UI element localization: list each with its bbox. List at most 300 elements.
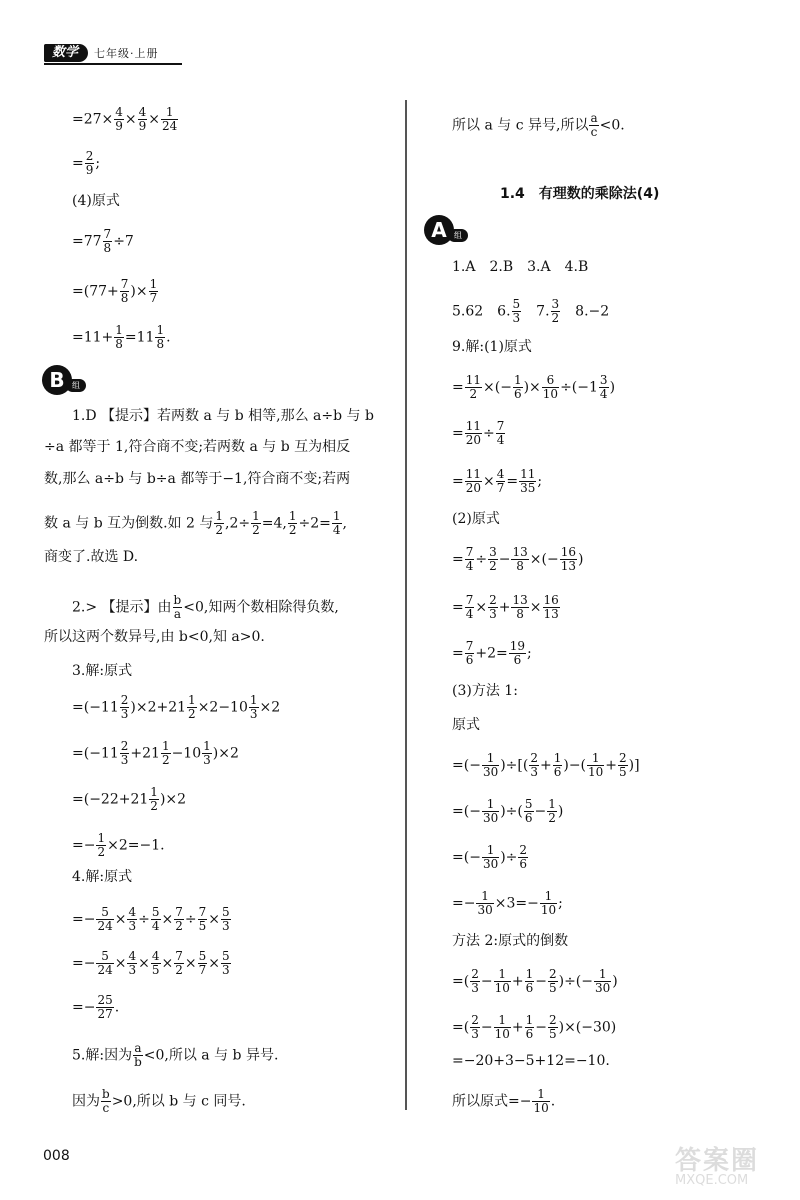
math-text: 1 (150, 785, 158, 799)
math-line (72, 950, 232, 977)
fraction (511, 594, 528, 621)
math-text: 5 (221, 949, 230, 963)
math-text: 6 (465, 653, 474, 667)
math-text: 30 (482, 811, 499, 825)
fraction (221, 906, 231, 933)
fraction (332, 510, 342, 537)
math-line (452, 546, 583, 573)
header-rule (44, 63, 182, 65)
math-text: + (539, 757, 552, 774)
math-text: 13 (543, 607, 559, 621)
math-text: 19 (509, 639, 526, 653)
math-text: 3 (512, 311, 521, 325)
text-line: 4.解:原式 (72, 869, 133, 885)
math-text: 1 (594, 968, 611, 982)
math-text: × (148, 111, 161, 128)
math-text: 2 (471, 1013, 479, 1027)
math-text: × (475, 599, 488, 616)
math-text: 2 (619, 751, 627, 765)
math-text: + (605, 757, 618, 774)
math-text: ÷7 (113, 233, 134, 250)
math-text: 13 (512, 545, 528, 559)
math-text: =− (452, 895, 476, 912)
math-text: 7 (198, 963, 207, 977)
math-text: 2 (530, 751, 538, 765)
math-text: − (498, 551, 511, 568)
math-text: )] (628, 757, 640, 774)
math-text: 所以原式=− (452, 1093, 532, 1110)
math-text: 20 (465, 481, 482, 495)
math-text: 4 (496, 467, 505, 481)
fraction (120, 694, 130, 721)
math-text: , (342, 515, 347, 532)
math-text: 7 (120, 277, 129, 291)
math-text: 4 (332, 523, 341, 537)
grade-label: 七年级·上册 (94, 47, 159, 60)
group-a-badge (424, 215, 468, 247)
fraction (120, 278, 130, 305)
fraction (542, 374, 559, 401)
math-text: a (173, 607, 181, 621)
math-text: 1 (476, 890, 493, 904)
math-text: 8 (156, 337, 165, 351)
math-line (452, 468, 542, 495)
fraction (120, 740, 130, 767)
math-line (72, 594, 339, 621)
fraction (589, 112, 598, 139)
math-text: 1 (482, 844, 499, 858)
fraction (198, 906, 208, 933)
text-line: 数,那么 a÷b 与 b÷a 都等于−1,符合商不变;若两 (44, 471, 351, 487)
text-line: 1.A 2.B 3.A 4.B (452, 259, 589, 275)
math-text: 2 (469, 387, 478, 401)
math-text: = (452, 599, 464, 616)
fraction (151, 950, 161, 977)
math-text: 10 (542, 387, 559, 401)
math-text: ×2 (259, 699, 281, 716)
math-text: 2 (288, 523, 297, 537)
math-text: 2 (548, 967, 557, 981)
math-text: × (184, 955, 197, 972)
math-text: =( (452, 973, 470, 990)
math-text: 3 (128, 919, 137, 933)
fraction (127, 906, 137, 933)
math-line (72, 150, 100, 177)
fraction (599, 374, 609, 401)
page-number: 008 (43, 1148, 70, 1164)
math-text: 2 (188, 707, 196, 721)
fraction (133, 1042, 143, 1069)
math-text: 6 (519, 857, 528, 871)
fraction (587, 752, 604, 779)
fraction (524, 798, 534, 825)
math-text: 7 (496, 481, 505, 495)
text-line: 3.解:原式 (72, 663, 133, 679)
math-text: 2 (489, 593, 497, 607)
text-line: 9.解:(1)原式 (452, 339, 532, 355)
math-text: 16 (560, 545, 576, 559)
math-text: 2 (120, 739, 129, 753)
fraction (529, 752, 539, 779)
math-text: b (173, 593, 182, 607)
fraction (251, 510, 261, 537)
fraction (540, 890, 557, 917)
math-text: )÷( (500, 803, 523, 820)
fraction (496, 420, 506, 447)
math-text: 6 (553, 765, 562, 779)
math-text: 5.解:因为 (72, 1047, 133, 1064)
fraction (470, 1014, 480, 1041)
math-text: 3 (249, 707, 258, 721)
math-text: 2 (97, 845, 106, 859)
fraction (511, 546, 528, 573)
math-text: 3 (120, 753, 129, 767)
math-text: ; (558, 895, 563, 912)
math-text: ; (95, 155, 101, 172)
math-text: =77 (72, 233, 102, 250)
math-text: ÷ (184, 911, 197, 928)
fraction (249, 694, 259, 721)
math-text: 5 (619, 765, 627, 779)
math-text: 3 (599, 373, 608, 387)
fraction (138, 106, 148, 133)
math-line (72, 740, 239, 767)
badge-letter: B (42, 365, 72, 395)
fraction (519, 468, 536, 495)
math-text: 1 (215, 509, 224, 523)
math-text: 24 (97, 919, 113, 933)
math-text: × (114, 955, 127, 972)
math-text: 8 (103, 241, 112, 255)
fraction (509, 640, 526, 667)
math-text: + (498, 599, 511, 616)
math-line (44, 510, 347, 537)
math-text: 5 (512, 297, 521, 311)
math-text: <0. (599, 117, 625, 134)
math-text: 3 (221, 963, 230, 977)
math-text: 2 (252, 523, 260, 537)
math-text: 7 (198, 905, 207, 919)
math-text: 5.62 6. (452, 303, 511, 320)
math-text: 1 (149, 277, 158, 291)
math-text: 4 (465, 607, 474, 621)
math-text: 3 (120, 707, 129, 721)
math-text: 10 (540, 903, 557, 917)
math-text: 5 (548, 1027, 557, 1041)
math-text: =4, (261, 515, 287, 532)
fraction (465, 546, 475, 573)
math-text: 3 (471, 981, 479, 995)
math-text: =− (72, 999, 96, 1016)
section-title: 1.4 有理数的乘除法(4) (500, 186, 660, 202)
math-text: 2 (85, 149, 94, 163)
fraction (161, 106, 178, 133)
math-text: 11 (465, 419, 482, 433)
math-text: c (102, 1101, 110, 1115)
math-text: 7 (465, 639, 474, 653)
math-line (452, 968, 618, 995)
math-line (452, 798, 563, 825)
math-text: 5 (96, 906, 113, 920)
math-text: 9 (138, 119, 147, 133)
math-text: 6 (525, 981, 534, 995)
text-line: =−20+3−5+12=−10. (452, 1053, 610, 1069)
math-text: 1 (188, 693, 196, 707)
math-text: ×(− (483, 379, 512, 396)
math-text: 5 (548, 981, 557, 995)
math-line (72, 832, 165, 859)
math-text: 24 (162, 119, 178, 133)
math-text: 5 (221, 905, 230, 919)
math-text: 8 (120, 291, 129, 305)
math-text: 6 (542, 374, 559, 388)
math-text: = (452, 473, 464, 490)
math-text: 9 (85, 163, 94, 177)
math-text: <0,知两个数相除得负数, (183, 599, 339, 616)
math-text: 3 (530, 765, 538, 779)
group-b-badge (42, 365, 86, 397)
subject-label: 数学 (44, 44, 88, 62)
math-text: ×3=− (494, 895, 539, 912)
math-text: (77+ (83, 283, 119, 300)
math-text: . (166, 329, 171, 346)
math-text: − (480, 1019, 493, 1036)
math-line (72, 906, 232, 933)
math-text: × (208, 911, 220, 928)
math-line (452, 890, 563, 917)
math-text: 7 (175, 905, 183, 919)
math-text: a (590, 111, 598, 125)
math-line (452, 1014, 616, 1041)
badge-group-label: 组 (66, 379, 86, 392)
math-text: 3 (489, 545, 497, 559)
fraction (149, 278, 159, 305)
math-text: 1 (525, 967, 534, 981)
math-text: ×(− (529, 551, 559, 568)
math-text: 2 (215, 523, 224, 537)
math-text: 10 (588, 765, 604, 779)
math-text: = (452, 425, 464, 442)
math-text: 6 (513, 387, 522, 401)
math-text: <0,所以 a 与 b 异号. (143, 1047, 279, 1064)
math-text: =( (452, 1019, 470, 1036)
math-text: 3 (551, 297, 560, 311)
math-text: 16 (543, 593, 559, 607)
math-text: 4 (128, 905, 137, 919)
fraction (101, 1088, 111, 1115)
page-header (44, 44, 159, 62)
math-text: 1 (532, 1088, 549, 1102)
math-line (72, 228, 134, 255)
math-text: b (102, 1087, 110, 1101)
math-text: − (480, 973, 493, 990)
math-text: 1 (156, 323, 165, 337)
fraction (465, 640, 475, 667)
math-text: − (535, 973, 547, 990)
text-line: 所以这两个数异号,由 b<0,知 a>0. (44, 629, 265, 645)
text-line: (3)方法 1: (452, 683, 518, 699)
math-text: 7 (175, 949, 183, 963)
math-text: 30 (482, 765, 499, 779)
math-text: 5 (198, 949, 207, 963)
math-line (72, 694, 280, 721)
math-text: = (506, 473, 519, 490)
math-text: 所以 a 与 c 异号,所以 (452, 117, 589, 134)
math-text: 2 (175, 919, 183, 933)
text-line: (2)原式 (452, 511, 500, 527)
math-text: 2 (161, 753, 170, 767)
math-line (72, 278, 159, 305)
math-text: ) (577, 551, 584, 568)
text-line: ÷a 都等于 1,符合商不变;若两数 a 与 b 互为相反 (44, 439, 351, 455)
math-text: × (138, 955, 150, 972)
math-text: 2 (175, 963, 183, 977)
math-text: 8 (516, 559, 524, 573)
fraction (151, 906, 161, 933)
math-text: 6 (524, 811, 533, 825)
math-text: 2 (548, 1013, 557, 1027)
fraction (85, 150, 95, 177)
fraction (594, 968, 611, 995)
fraction (547, 798, 557, 825)
math-line (452, 374, 615, 401)
fraction (482, 752, 499, 779)
math-text: =− (72, 955, 96, 972)
fraction (553, 752, 563, 779)
math-text: 4 (599, 387, 608, 401)
math-text: = (452, 645, 464, 662)
math-text: 2 (150, 799, 158, 813)
math-line (72, 994, 119, 1021)
math-text: − (535, 1019, 547, 1036)
math-text: 1 (288, 509, 297, 523)
fraction (548, 1014, 558, 1041)
math-text: 4 (151, 919, 160, 933)
math-text: 1 (513, 373, 522, 387)
math-text: =(−22+21 (72, 791, 149, 808)
math-text: 27 (97, 1007, 113, 1021)
math-text: × (161, 911, 174, 928)
math-text: 1 (161, 106, 178, 120)
math-text: 5 (524, 797, 533, 811)
math-text: =(− (452, 849, 481, 866)
math-text: ÷2= (298, 515, 331, 532)
fraction (532, 1088, 549, 1115)
math-line (452, 1088, 555, 1115)
fraction (494, 968, 511, 995)
fraction (488, 594, 498, 621)
math-text: 30 (595, 981, 611, 995)
math-text: 7 (103, 227, 112, 241)
math-text: 13 (512, 593, 528, 607)
math-text: )÷(− (558, 973, 593, 990)
math-text: )× (130, 283, 148, 300)
math-text: 4 (496, 433, 505, 447)
math-text: 3 (203, 753, 211, 767)
math-text: 2.> 【提示】由 (72, 599, 172, 616)
math-text: 3 (471, 1027, 479, 1041)
math-text: 3 (489, 607, 497, 621)
fraction (288, 510, 298, 537)
math-text: 30 (482, 857, 499, 871)
math-text: 数 a 与 b 互为倒数.如 2 与 (44, 515, 214, 532)
text-line: 原式 (452, 717, 480, 733)
math-text: 4 (151, 949, 160, 963)
math-text: =(−11 (72, 745, 119, 762)
fraction (96, 906, 113, 933)
math-line (452, 844, 529, 871)
math-text: 11 (465, 373, 482, 387)
math-text: 1 (494, 968, 511, 982)
math-line (452, 298, 609, 325)
math-text: × (114, 911, 127, 928)
math-text: )×2+21 (130, 699, 187, 716)
math-text: 因为 (72, 1093, 100, 1110)
fraction (525, 968, 535, 995)
math-text: = (72, 283, 84, 300)
fraction (114, 106, 124, 133)
text-line: 方法 2:原式的倒数 (452, 933, 569, 949)
math-text: 1 (249, 693, 258, 707)
math-text: =27× (72, 111, 114, 128)
math-text: )÷[( (500, 757, 529, 774)
math-text: )×2 (212, 745, 239, 762)
badge-letter: A (424, 215, 454, 245)
fraction (488, 546, 498, 573)
math-text: 1 (494, 1014, 511, 1028)
math-text: =(−11 (72, 699, 119, 716)
math-text: =− (72, 911, 96, 928)
text-line: 1.D 【提示】若两数 a 与 b 相等,那么 a÷b 与 b (72, 408, 374, 424)
math-text: − (534, 803, 547, 820)
math-text: . (550, 1093, 556, 1110)
math-text: =11+ (72, 329, 114, 346)
fraction (560, 546, 577, 573)
fraction (161, 740, 171, 767)
math-text: ÷ (138, 911, 150, 928)
math-text: a (134, 1041, 142, 1055)
math-text: × (124, 111, 137, 128)
math-text: 1 (252, 509, 260, 523)
math-text: 35 (520, 481, 536, 495)
math-text: 5 (198, 919, 207, 933)
fraction (149, 786, 159, 813)
math-text: 2 (120, 693, 129, 707)
math-text: +2= (475, 645, 508, 662)
fraction (618, 752, 628, 779)
fraction (465, 374, 482, 401)
fraction (496, 468, 506, 495)
math-text: 4 (128, 949, 137, 963)
math-text: 2 (551, 311, 560, 325)
math-text: 1 (525, 1013, 534, 1027)
fraction (96, 950, 113, 977)
math-text: 1 (482, 798, 499, 812)
fraction (173, 594, 183, 621)
math-text: 5 (151, 963, 160, 977)
math-line (452, 752, 640, 779)
math-text: c (590, 125, 598, 139)
column-divider (405, 100, 407, 1110)
badge-group-label: 组 (448, 229, 468, 242)
math-line (72, 1088, 246, 1115)
fraction (548, 968, 558, 995)
math-text: =(− (452, 757, 481, 774)
math-text: 7 (465, 593, 474, 607)
math-text: 2 (489, 559, 497, 573)
math-text: = (452, 551, 464, 568)
math-text: 30 (477, 903, 493, 917)
